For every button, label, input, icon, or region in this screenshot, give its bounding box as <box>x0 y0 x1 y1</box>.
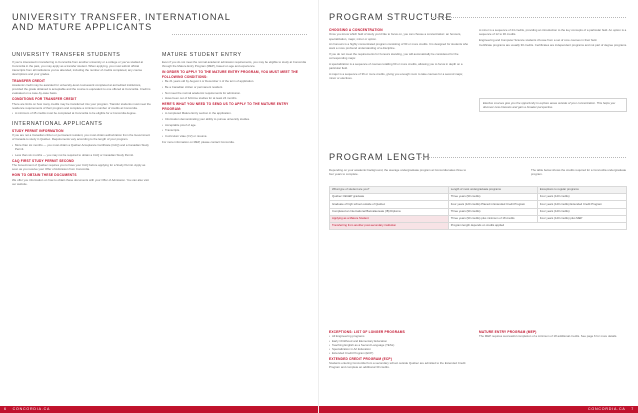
study-permit-heading: STUDY PERMIT INFORMATION <box>12 128 64 133</box>
caq-heading: CAQ FIRST STUDY PERMIT SECOND <box>12 158 75 163</box>
length-side-text: The table below shows the credits required for a Concordia undergraduate program. <box>531 168 627 177</box>
mature-condition-item: • Have been out of full-time studies for at least 24 months. <box>162 96 307 100</box>
table-cell: Three years (90 credits) <box>448 194 537 201</box>
structure-column-1 <box>329 28 469 81</box>
table-header-cell: Exceptions to regular programs <box>537 187 626 194</box>
table-cell: Four years (120 credits) Placed in Extended Credit Program <box>448 201 537 208</box>
structure-title-divider <box>431 17 626 18</box>
table-row <box>330 201 627 208</box>
mature-condition-item: • Be a Canadian citizen or permanent resident. <box>162 85 307 89</box>
transfer-conditions-heading: CONDITIONS FOR TRANSFER CREDIT <box>12 97 77 102</box>
exceptions-column <box>329 330 469 371</box>
table-cell: Graduate of high school outside of Québec <box>330 201 449 208</box>
length-intro: Depending on your academic background, the average undergraduate program at Concordia takes three to four years to complete. <box>329 168 467 177</box>
table-cell: Four years (120 credits) <box>537 208 626 215</box>
table-header-row <box>330 187 627 194</box>
mep-column <box>479 330 627 340</box>
table-row <box>330 194 627 201</box>
table-cell: Program length depends on credits applied <box>448 222 626 229</box>
major-text: A major is a sequence of 36 or more credits, giving you enough room to take courses for a second major, minor or electives. <box>329 71 464 80</box>
exception-item: • Extended Credit Program (ECP) <box>329 351 469 355</box>
table-row <box>330 215 627 222</box>
transfer-conditions-text: There are limits on how many credits may be transferred into your program. Transfer students must meet the residence requirements of their program and complete a minimum number of credits at Concordia. <box>12 101 151 110</box>
table-cell: Completed an International Baccalaureate (IB) Diploma <box>330 208 449 215</box>
table-cell: Applying as a Mature Student <box>330 215 449 222</box>
page-number: 7 <box>631 407 634 411</box>
mature-condition-item: • Be 21 years old by August 1 or December 1 of the term of application. <box>162 79 307 83</box>
left-footer <box>0 406 318 413</box>
concentration-text: Once you know which field of study you'd like to focus on, you can choose a concentration: an honours, specialization, major, minor or option. <box>329 32 462 41</box>
program-length-title: PROGRAM LENGTH <box>329 152 431 162</box>
transfer-credit-heading: TRANSFER CREDIT <box>12 78 46 83</box>
table-cell: Four years (120 credits) plus MEP <box>537 215 626 222</box>
international-heading: INTERNATIONAL APPLICANTS <box>12 120 103 127</box>
mature-document-item: • Curriculum vitae (CV) or résumé. <box>162 134 307 138</box>
mep-heading: MATURE ENTRY PROGRAM (MEP) <box>479 330 537 334</box>
exception-item: • Teaching English as a Second Language (TESL) <box>329 343 469 347</box>
left-page-title <box>12 12 231 32</box>
right-page <box>319 0 638 413</box>
footer-site-label: CONCORDIA.CA <box>588 407 626 411</box>
electives-callout: Elective courses give you the opportunity to explore areas outside of your concentration. This helps you discover new interests and gain a broader perspective. <box>479 98 627 112</box>
left-column-2 <box>162 52 307 146</box>
transfer-credit-text: Academic credit may be awarded for university-level coursework completed at accredited institutions, provided the grade obtained is acceptable and the course is equivalent to one offered at Concordia. Credit is evaluated on a case-by-case basis. <box>12 82 151 96</box>
structure-column-2 <box>479 28 627 49</box>
title-line-2: AND MATURE APPLICANTS <box>12 22 153 32</box>
mature-intro: Even if you do not meet the normal academic admission requirements, you may be eligible to study at Concordia through the Mature Entry Program (MEP), based on age and experience. <box>162 60 306 69</box>
honours-text: An honours is a highly concentrated program consisting of 60 or more credits. It is designed for students who want a more profound understanding of a discipline. <box>329 42 469 51</box>
transfer-intro: If you're interested in transferring to Concordia from another university or a college or you've studied at Concordia in the past, you may apply as a transfer student. When applying, you must submit official transcripts from all institutions you've attended, including the number of credits completed, any course descriptions and your grades. <box>12 60 144 77</box>
exception-item: • Early Childhood and Elementary Education <box>329 339 469 343</box>
study-permit-bullet: • Less than six months — you may not be required to obtain a CAQ or Canadian Study Permit. <box>12 153 152 157</box>
exception-item: • All Engineering programs <box>329 334 469 338</box>
page-number: 6 <box>4 407 7 411</box>
documents-text: We offer you information on how to obtain these documents with your Offer of Admission. You can also visit our website. <box>12 177 149 186</box>
table-cell: Three years (90 credits) <box>448 208 537 215</box>
footer-site-label: CONCORDIA.CA <box>12 407 51 411</box>
mature-document-item: • Transcripts. <box>162 128 307 132</box>
table-header-cell: Length of most undergraduate programs <box>448 187 537 194</box>
table-cell: Transferring from another post-secondary institution <box>330 222 449 229</box>
mature-condition-item: • Not meet the normal academic requirements for admission. <box>162 91 307 95</box>
documents-heading: HOW TO OBTAIN THESE DOCUMENTS <box>12 173 77 178</box>
length-title-divider <box>419 157 626 158</box>
program-length-table <box>329 186 627 230</box>
mature-outro: For more information on MEP, please contact Concordia. <box>162 140 235 145</box>
exceptions-heading: EXCEPTIONS: LIST OF LONGER PROGRAMS <box>329 330 405 334</box>
ecp-heading: EXTENDED CREDIT PROGRAM (ECP) <box>329 356 393 361</box>
concentration-heading: CHOOSING A CONCENTRATION <box>329 28 383 32</box>
transfer-heading: UNIVERSITY TRANSFER STUDENTS <box>12 52 121 58</box>
table-cell: Four years (120 credits) Extended Credit Program <box>537 201 626 208</box>
title-line-1: UNIVERSITY TRANSFER, INTERNATIONAL <box>12 12 231 22</box>
certificate-text: Certificate programs are usually 30 credits. Certificates are independent programs and not part of degree programs. <box>479 43 627 48</box>
right-footer <box>319 406 638 413</box>
exception-item: • Specialization in Art Education <box>329 347 469 351</box>
engineering-text: Engineering and Computer Science students choose from a set of core courses in their field. <box>479 37 598 42</box>
minor-text: A minor is a sequence of 24 credits, providing an introduction to the key concepts of a particular field. An option is a sequence of 12 to 30 credits. <box>479 28 627 37</box>
table-row <box>330 222 627 229</box>
study-permit-text: If you are not a Canadian citizen or permanent resident, you must obtain authorization from the Government of Canada to study in Québec. Requirements vary according to the length of your program. <box>12 133 151 142</box>
study-permit-bullet: • More than six months — you must obtain a Québec Acceptance Certificate (CAQ) and a Canadian Study Permit. <box>12 143 152 151</box>
program-structure-title: PROGRAM STRUCTURE <box>329 12 453 22</box>
table-cell: Three years (90 credits) plus minimum of 18 credits <box>448 215 537 222</box>
caq-text: The Government of Québec requires you to have your CAQ before applying for a Study Permit. Apply as soon as you receive your Offer of Admission from Concordia. <box>12 163 146 172</box>
mature-document-item: • Information demonstrating your ability to pursue university studies. <box>162 117 307 121</box>
table-row <box>330 208 627 215</box>
table-cell: Québec CEGEP graduate <box>330 194 449 201</box>
table-header-cell: What type of student are you? <box>330 187 449 194</box>
specialization-text: A specialization is a sequence of courses totalling 60 or more credits, allowing you to focus in depth on a particular field. <box>329 61 463 70</box>
mature-heading: MATURE STUDENT ENTRY <box>162 52 242 58</box>
mature-documents-heading: HERE'S WHAT YOU NEED TO SEND US TO APPLY TO THE MATURE ENTRY PROGRAM: <box>162 102 289 111</box>
ecp-text: Students entering Concordia from a secondary school outside Québec are admitted to the Extended Credit Program and complete an additional 30 credits. <box>329 361 466 370</box>
mep-text: The MEP requires successful completion of a minimum of 18 additional credits. See page 6 for more details. <box>479 334 618 339</box>
title-divider <box>172 34 307 35</box>
table-cell: Four years (120 credits) <box>537 194 626 201</box>
transfer-conditions-bullet: • A minimum of 45 credits must be completed at Concordia to be eligible for a Concordia degree. <box>12 111 152 115</box>
mature-document-item: • A completed Mature Entry section in the application. <box>162 111 307 115</box>
mature-conditions-heading: IN ORDER TO APPLY TO THE MATURE ENTRY PROGRAM, YOU MUST MEET THE FOLLOWING CONDITIONS: <box>162 70 299 79</box>
mature-document-item: • Acceptable proof of age. <box>162 123 307 127</box>
honours-standing-text: If you do not meet the requirements for honours standing, you will automatically be considered for the corresponding major. <box>329 51 459 61</box>
left-column-1 <box>12 52 152 188</box>
